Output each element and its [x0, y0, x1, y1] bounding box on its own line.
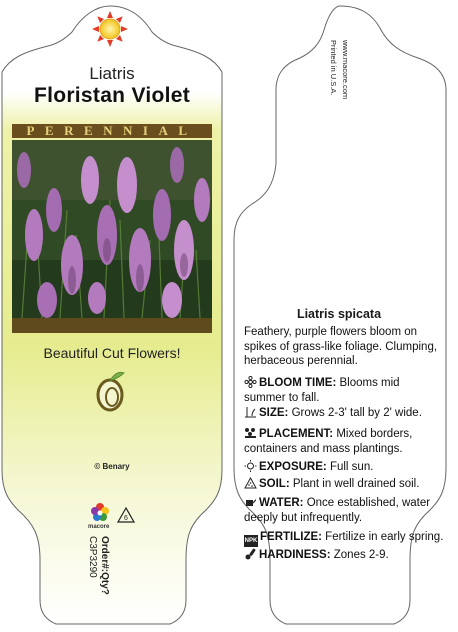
- sun-icon: [244, 460, 257, 472]
- size-label: SIZE:: [259, 407, 289, 419]
- height-icon: [244, 406, 257, 418]
- recycle-number: 6: [124, 515, 128, 522]
- category-label: PERENNIAL: [26, 123, 198, 138]
- placement-icon: [244, 427, 257, 439]
- flower-photo: [12, 140, 212, 318]
- tagline: Beautiful Cut Flowers!: [43, 345, 181, 361]
- placement-label: PLACEMENT:: [259, 428, 334, 440]
- npk-icon: NPK: [244, 535, 258, 547]
- soil-row: [244, 477, 444, 492]
- hardiness-text: Zones 2-9.: [330, 549, 389, 561]
- flower-icon: [244, 376, 257, 388]
- plant-cultivar: Floristan Violet: [33, 84, 191, 107]
- hardiness-label: HARDINESS:: [259, 549, 331, 561]
- size-text: Grows 2-3' tall by 2' wide.: [288, 407, 422, 419]
- fertilize-label: FERTILIZE:: [260, 531, 322, 543]
- exposure-label: EXPOSURE:: [259, 461, 327, 473]
- size-row: [244, 406, 444, 421]
- bloom-time-text: Blooms mid summer to fall.: [244, 377, 400, 404]
- hardiness-row: [244, 548, 444, 563]
- photo-bottom-band: [12, 318, 212, 333]
- sku: C3P3290: [87, 536, 98, 578]
- bloom-time-label: BLOOM TIME:: [259, 377, 337, 389]
- soil-label: SOIL:: [259, 478, 290, 490]
- water-row: [244, 496, 444, 525]
- fertilize-row: [244, 530, 444, 547]
- soil-icon: [244, 477, 257, 489]
- exposure-row: [244, 460, 444, 475]
- plant-genus: Liatris: [89, 64, 135, 83]
- sun-badge-icon: [92, 11, 128, 47]
- water-label: WATER:: [259, 497, 304, 509]
- bloom-time-row: [244, 376, 444, 405]
- description: Feathery, purple flowers bloom on spikes of grass-like foliage. Clumping, herbaceous perennial.: [244, 326, 438, 367]
- watering-can-icon: [244, 496, 257, 508]
- placement-row: [244, 427, 444, 456]
- fertilize-text: Fertilize in early spring.: [321, 531, 444, 543]
- printed-in: Printed in U.S.A.: [329, 40, 338, 96]
- website: www.macore.com: [341, 40, 350, 100]
- soil-text: Plant in well drained soil.: [289, 478, 420, 490]
- exposure-text: Full sun.: [326, 461, 374, 473]
- copyright: © Benary: [94, 462, 130, 471]
- placement-text: Mixed borders, containers and mass plantings.: [244, 428, 413, 455]
- species-name: Liatris spicata: [296, 307, 382, 321]
- water-text: Once established, water deeply but infrequently.: [244, 497, 431, 524]
- macore-label: macore: [88, 524, 110, 530]
- order-line: Order#:Qty?: [99, 536, 110, 595]
- thermometer-icon: [244, 548, 257, 560]
